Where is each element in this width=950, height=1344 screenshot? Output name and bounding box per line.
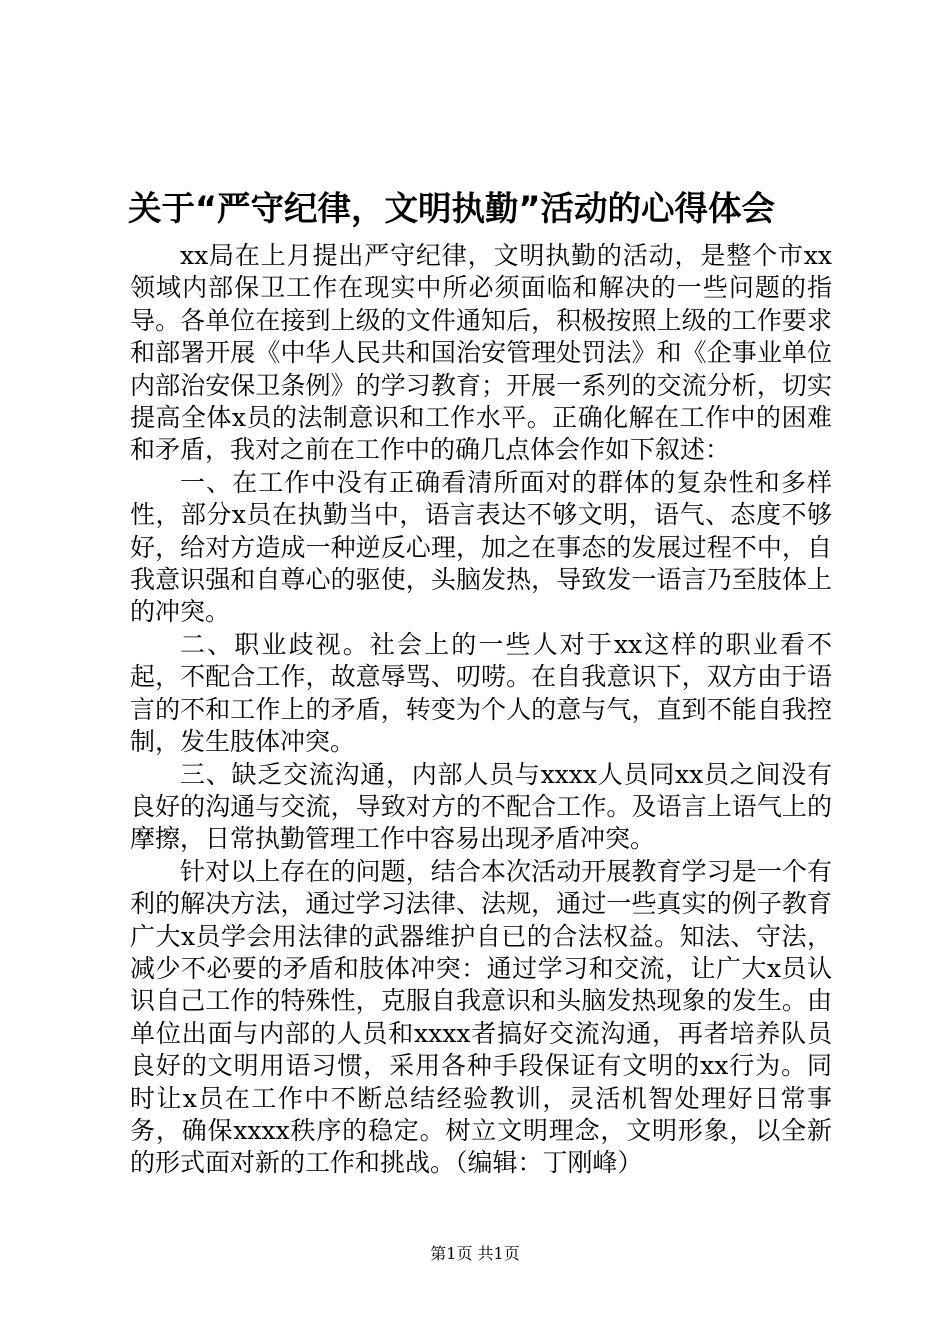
paragraph-intro: xx局在上月提出严守纪律，文明执勤的活动，是整个市xx领域内部保卫工作在现实中所必须面临和解决的一些问题的指导。各单位在接到上级的文件通知后，积极按照上级的工作要求和部署开展《中华人民共和国治安管理处罚法》和《企事业单位内部治安保卫条例》的学习教育；开展一系列的交流分析，切实提高全体x员的法制意识和工作水平。正确化解在工作中的困难和矛盾，我对之前在工作中的确几点体会作如下叙述： [130, 241, 832, 465]
paragraph-point-2: 二、职业歧视。社会上的一些人对于xx这样的职业看不起，不配合工作，故意辱骂、叨唠。在自我意识下，双方由于语言的不和工作上的矛盾，转变为个人的意与气，直到不能自我控制，发生肢体冲突。 [130, 629, 832, 757]
document-title: 关于“严守纪律，文明执勤”活动的心得体会 [128, 189, 776, 228]
document-body [130, 240, 832, 1180]
paragraph-conclusion: 针对以上存在的问题，结合本次活动开展教育学习是一个有利的解决方法，通过学习法律、法规，通过一些真实的例子教育广大x员学会用法律的武器维护自已的合法权益。知法、守法，减少不必要的矛盾和肢体冲突：通过学习和交流，让广大x员认识自己工作的特殊性，克服自我意识和头脑发热现象的发生。由单位出面与内部的人员和xxxx者搞好交流沟通，再者培养队员良好的文明用语习惯，采用各种手段保证有文明的xx行为。同时让x员在工作中不断总结经验教训，灵活机智处理好日常事务，确保xxxx秩序的稳定。树立文明理念，文明形象，以全新的形式面对新的工作和挑战。（编辑：丁刚峰） [130, 856, 832, 1178]
paragraph-point-3: 三、缺乏交流沟通，内部人员与xxxx人员同xx员之间没有良好的沟通与交流，导致对方的不配合工作。及语言上语气上的摩擦，日常执勤管理工作中容易出现矛盾冲突。 [130, 759, 832, 854]
page-number-footer: 第1页 共1页 [430, 1244, 520, 1263]
paragraph-point-1: 一、在工作中没有正确看清所面对的群体的复杂性和多样性，部分x员在执勤当中，语言表达不够文明，语气、态度不够好，给对方造成一种逆反心理，加之在事态的发展过程不中，自我意识强和自尊心的驱使，头脑发热，导致发一语言乃至肢体上的冲突。 [130, 467, 832, 627]
